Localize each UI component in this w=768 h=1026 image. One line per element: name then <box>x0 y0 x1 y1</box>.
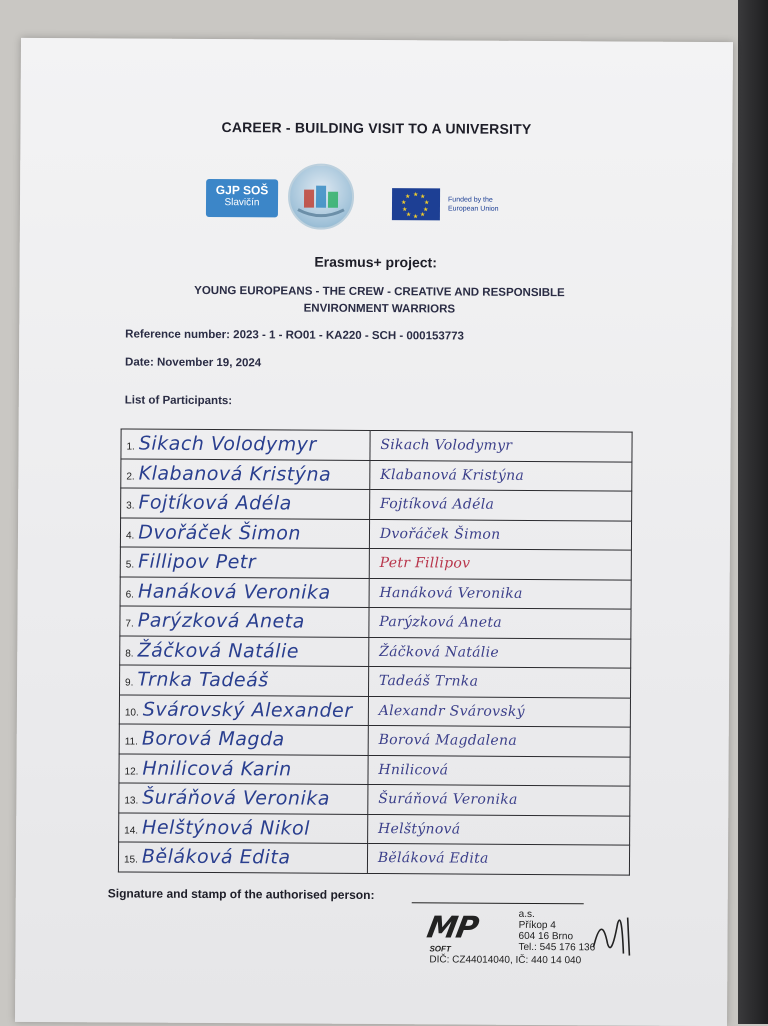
participant-name: Fillipov Petr <box>138 550 257 574</box>
participant-signature: Borová Magdalena <box>378 732 518 750</box>
participant-signature-cell <box>368 755 630 786</box>
visit-date: Date: November 19, 2024 <box>124 356 262 370</box>
participant-name: Hnilicová Karin <box>142 757 292 781</box>
participant-signature-cell <box>369 637 631 668</box>
row-number: 2. <box>126 471 135 483</box>
participant-signature-cell <box>370 460 632 491</box>
participant-name: Trnka Tadeáš <box>137 668 269 692</box>
participant-signature: Helštýnová <box>377 820 461 838</box>
stamp-phone: Tel.: 545 176 136 <box>518 941 596 954</box>
participant-name-cell <box>118 842 367 873</box>
participant-name-cell <box>121 458 370 489</box>
participant-name: Helštýnová Nikol <box>142 816 311 840</box>
participant-name: Borová Magda <box>141 727 285 751</box>
company-stamp-address <box>518 909 595 953</box>
project-name-line1: YOUNG EUROPEANS - THE CREW - CREATIVE AND RESPONSIBLE <box>194 284 565 300</box>
participant-signature-cell <box>370 430 632 461</box>
stamp-street: Příkop 4 <box>518 919 556 932</box>
participant-signature: Klabanová Kristýna <box>380 466 525 484</box>
participant-signature: Dvořáček Šimon <box>379 525 501 543</box>
participant-name: Žáčková Natálie <box>137 639 300 663</box>
row-number: 4. <box>125 530 135 542</box>
participant-signature-cell <box>369 548 631 579</box>
company-stamp-ids: DIČ: CZ44014040, IČ: 440 14 040 <box>429 954 582 967</box>
school-logo-line1: GJP SOŠ <box>215 183 269 198</box>
table-row <box>118 842 629 875</box>
participant-signature-cell <box>368 666 630 697</box>
participant-name-cell <box>119 694 368 725</box>
background-edge <box>738 0 768 1024</box>
participant-signature-cell <box>368 725 630 756</box>
company-stamp-soft: SOFT <box>429 944 451 954</box>
participant-signature: Hanáková Veronika <box>379 584 523 602</box>
participant-name-cell <box>120 547 369 578</box>
reference-number: Reference number: 2023 - 1 - RO01 - KA220 - SCH - 000153773 <box>125 328 464 343</box>
participant-signature-cell <box>369 489 631 520</box>
participant-name: Sikach Volodymyr <box>138 432 317 456</box>
participants-table <box>118 428 633 875</box>
table-row <box>121 429 632 462</box>
authorised-signature-scribble <box>587 903 647 963</box>
participant-name: Šuráňová Veronika <box>142 786 330 810</box>
participant-name-cell <box>121 429 370 460</box>
table-row <box>119 812 630 845</box>
participant-signature-cell <box>369 519 631 550</box>
table-row <box>120 547 631 580</box>
school-logo <box>206 179 278 217</box>
row-number: 7. <box>125 618 134 630</box>
table-row <box>119 753 630 786</box>
project-emblem <box>288 163 354 229</box>
eu-logo-line1: Funded by the <box>448 196 493 204</box>
participant-name-cell <box>119 812 368 843</box>
participant-signature: Běláková Edita <box>377 850 489 867</box>
participant-signature-cell <box>369 578 631 609</box>
row-number: 10. <box>124 707 139 719</box>
table-row <box>120 635 631 668</box>
participant-name-cell <box>120 606 369 637</box>
participant-signature: Šuráňová Veronika <box>378 791 518 809</box>
eu-logo-text <box>448 195 499 213</box>
row-number: 6. <box>125 589 134 601</box>
row-number: 12. <box>124 766 139 778</box>
row-number: 8. <box>125 648 134 660</box>
authorised-signature-label: Signature and stamp of the authorised person: <box>107 886 375 903</box>
row-number: 14. <box>124 825 139 837</box>
stamp-city: 604 16 Brno <box>518 930 574 943</box>
row-number: 13. <box>124 795 139 807</box>
participant-signature-cell <box>368 784 630 815</box>
row-number: 5. <box>125 559 135 571</box>
participant-name: Fojtíková Adéla <box>138 491 292 515</box>
table-row <box>121 458 632 491</box>
table-row <box>120 606 631 639</box>
participant-name-cell <box>119 753 368 784</box>
table-row <box>120 665 631 698</box>
row-number: 11. <box>124 736 138 748</box>
signature-underline <box>412 902 584 904</box>
participant-name: Hanáková Veronika <box>137 580 331 604</box>
participant-signature: Žáčková Natálie <box>379 643 500 661</box>
project-emblem-art <box>290 165 352 227</box>
stamp-company-form: a.s. <box>518 908 535 920</box>
participant-name: Svárovský Alexander <box>142 698 353 722</box>
participant-signature: Sikach Volodymyr <box>380 437 513 455</box>
table-row <box>119 724 630 757</box>
eu-logo-line2: European Union <box>447 205 499 213</box>
participant-signature: Parýzková Aneta <box>379 614 502 632</box>
document-page <box>15 38 733 1026</box>
eu-flag-icon: ★ ★ ★ ★ ★ ★ ★ ★ ★ ★ <box>392 188 440 220</box>
participant-signature: Tadeáš Trnka <box>378 673 479 690</box>
table-row <box>121 488 632 521</box>
participant-signature-cell <box>367 843 629 874</box>
row-number: 3. <box>126 500 135 512</box>
participant-name-cell <box>119 724 368 755</box>
participants-label: List of Participants: <box>124 394 233 408</box>
table-row <box>120 576 631 609</box>
participant-signature: Alexandr Svárovský <box>378 702 525 720</box>
project-name <box>139 283 619 320</box>
participant-signature-cell <box>367 814 629 845</box>
eu-funding-logo <box>392 188 499 221</box>
participant-signature: Hnilicová <box>378 761 449 779</box>
participant-name: Běláková Edita <box>141 845 291 869</box>
school-logo-line2: Slavičín <box>224 197 260 209</box>
row-number: 9. <box>125 677 134 689</box>
table-row <box>119 694 630 727</box>
participant-name: Dvořáček Šimon <box>138 521 302 545</box>
company-stamp-logo: MP <box>424 910 481 946</box>
row-number: 15. <box>123 854 138 866</box>
participant-name-cell <box>119 783 368 814</box>
participant-name: Klabanová Kristýna <box>138 462 332 486</box>
project-name-line2: ENVIRONMENT WARRIORS <box>303 302 456 316</box>
erasmus-heading: Erasmus+ project: <box>314 253 437 271</box>
participant-signature-cell <box>369 607 631 638</box>
table-row <box>119 783 630 816</box>
participant-signature: Petr Fillipov <box>379 555 471 572</box>
participant-signature-cell <box>368 696 630 727</box>
participant-name-cell <box>121 488 370 519</box>
participant-name-cell <box>120 517 369 548</box>
participant-name-cell <box>120 635 369 666</box>
participant-name-cell <box>120 576 369 607</box>
document-title: CAREER - BUILDING VISIT TO A UNIVERSITY <box>221 119 532 137</box>
row-number: 1. <box>126 441 135 453</box>
participant-name: Parýzková Aneta <box>137 609 305 633</box>
participant-name-cell <box>120 665 369 696</box>
participant-signature: Fojtíková Adéla <box>379 496 495 513</box>
table-row <box>120 517 631 550</box>
